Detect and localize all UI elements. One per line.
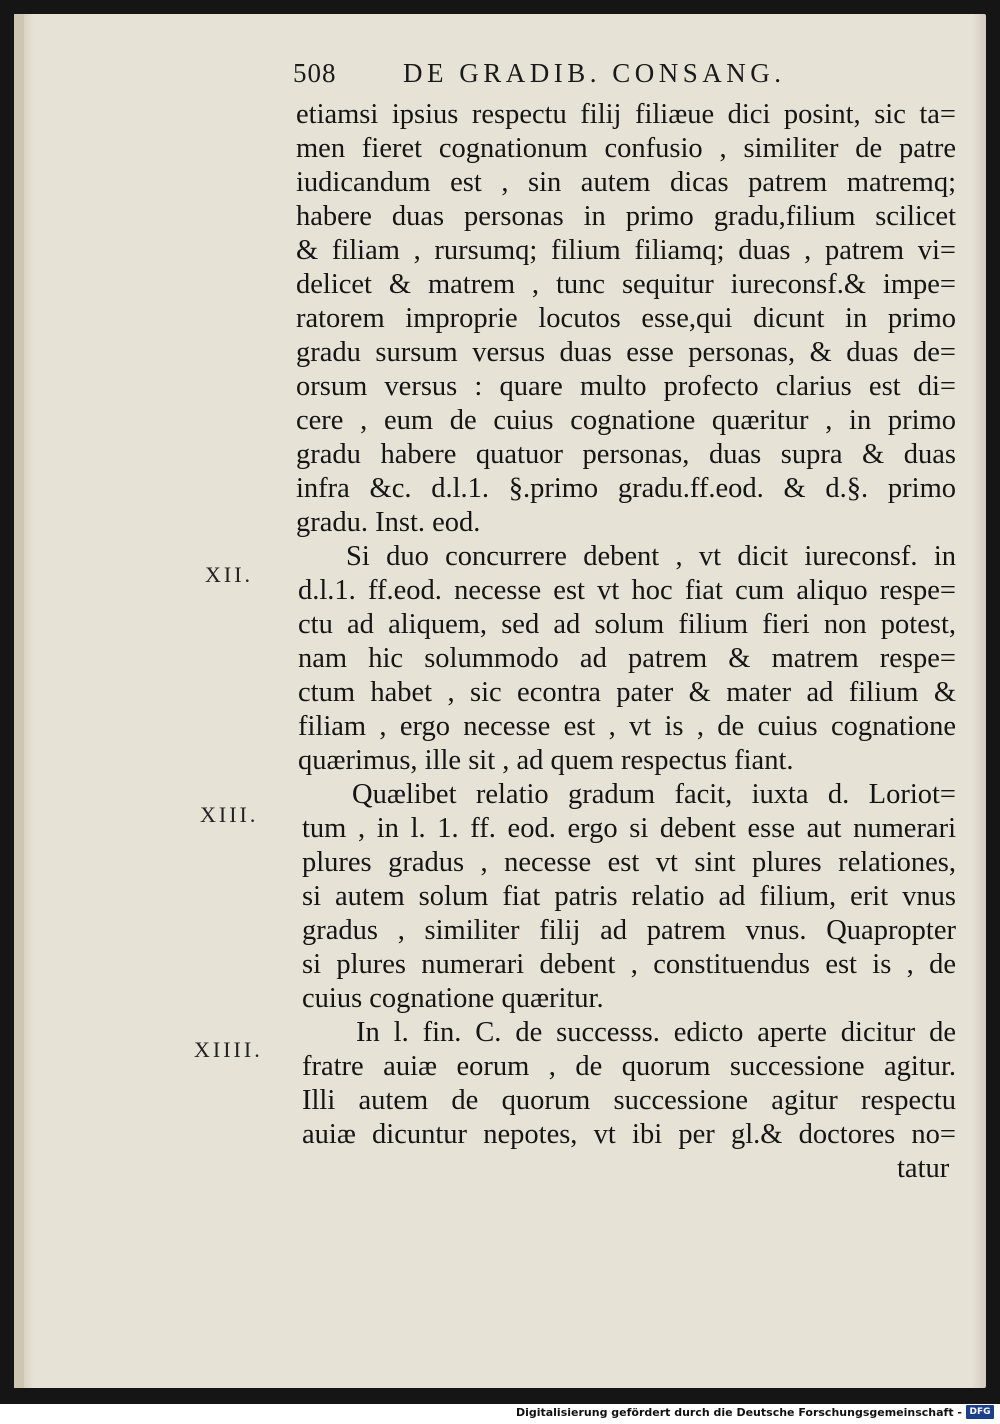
text-line: ratorem improprie locutos esse,qui dicunt in primo bbox=[296, 303, 956, 334]
funding-note: Digitalisierung gefördert durch die Deutsche Forschungsgemeinschaft - bbox=[515, 1406, 962, 1419]
text-line: iudicandum est , sin autem dicas patrem matremq; bbox=[296, 167, 956, 198]
text-line: ctum habet , sic econtra pater & mater ad filium & bbox=[298, 677, 956, 708]
text-line: Illi autem de quorum successione agitur respectu bbox=[302, 1085, 956, 1116]
text-line: Si duo concurrere debent , vt dicit iureconsf. in bbox=[346, 541, 956, 572]
text-line: habere duas personas in primo gradu,filium scilicet bbox=[296, 201, 956, 232]
text-line: cuius cognatione quæritur. bbox=[302, 983, 604, 1014]
text-line: si autem solum fiat patris relatio ad filium, erit vnus bbox=[302, 881, 956, 912]
text-line: men fieret cognationum confusio , similiter de patre bbox=[296, 133, 956, 164]
running-title: DE GRADIB. CONSANG. bbox=[403, 58, 786, 88]
text-line: gradu sursum versus duas esse personas, & duas de= bbox=[296, 337, 956, 368]
text-line: gradus , similiter filij ad patrem vnus. Quapropter bbox=[302, 915, 956, 946]
text-line: tatur bbox=[897, 1153, 950, 1184]
text-line: auiæ dicuntur nepotes, vt ibi per gl.& doctores no= bbox=[302, 1119, 956, 1150]
text-line: gradu. Inst. eod. bbox=[296, 507, 481, 538]
marginal-number: XIIII. bbox=[194, 1037, 263, 1062]
marginal-number: XII. bbox=[205, 562, 254, 587]
text-line: d.l.1. ff.eod. necesse est vt hoc fiat cum aliquo respe= bbox=[298, 575, 956, 606]
text-line: Quælibet relatio gradum facit, iuxta d. Loriot= bbox=[352, 779, 956, 810]
text-line: infra &c. d.l.1. §.primo gradu.ff.eod. & d.§. primo bbox=[296, 473, 956, 504]
text-line: ctu ad aliquem, sed ad solum filium fieri non potest, bbox=[298, 609, 956, 640]
text-line: nam hic solummodo ad patrem & matrem respe= bbox=[298, 643, 956, 674]
text-line: si plures numerari debent , constituendus est is , de bbox=[302, 949, 956, 980]
text-line: plures gradus , necesse est vt sint plures relationes, bbox=[302, 847, 956, 878]
text-line: In l. fin. C. de successs. edicto aperte dicitur de bbox=[356, 1017, 956, 1048]
text-line: quærimus, ille sit , ad quem respectus fiant. bbox=[298, 745, 794, 776]
text-line: filiam , ergo necesse est , vt is , de cuius cognatione bbox=[298, 711, 956, 742]
text-line: delicet & matrem , tunc sequitur iureconsf.& impe= bbox=[296, 269, 956, 300]
text-line: tum , in l. 1. ff. eod. ergo si debent esse aut numerari bbox=[302, 813, 956, 844]
text-line: fratre auiæ eorum , de quorum successione agitur. bbox=[302, 1051, 956, 1082]
marginal-number: XIII. bbox=[200, 802, 259, 827]
text-line: etiamsi ipsius respectu filij filiæue dici posint, sic ta= bbox=[296, 99, 956, 130]
running-head bbox=[293, 58, 893, 89]
dfg-logo: DFG bbox=[966, 1405, 994, 1419]
text-line: cere , eum de cuius cognatione quæritur , in primo bbox=[296, 405, 956, 436]
text-line: orsum versus : quare multo profecto clarius est di= bbox=[296, 371, 956, 402]
page-gutter bbox=[14, 14, 24, 1388]
text-line: & filiam , rursumq; filium filiamq; duas , patrem vi= bbox=[296, 235, 956, 266]
text-line: gradu habere quatuor personas, duas supra & duas bbox=[296, 439, 956, 470]
page-number: 508 bbox=[293, 58, 337, 88]
